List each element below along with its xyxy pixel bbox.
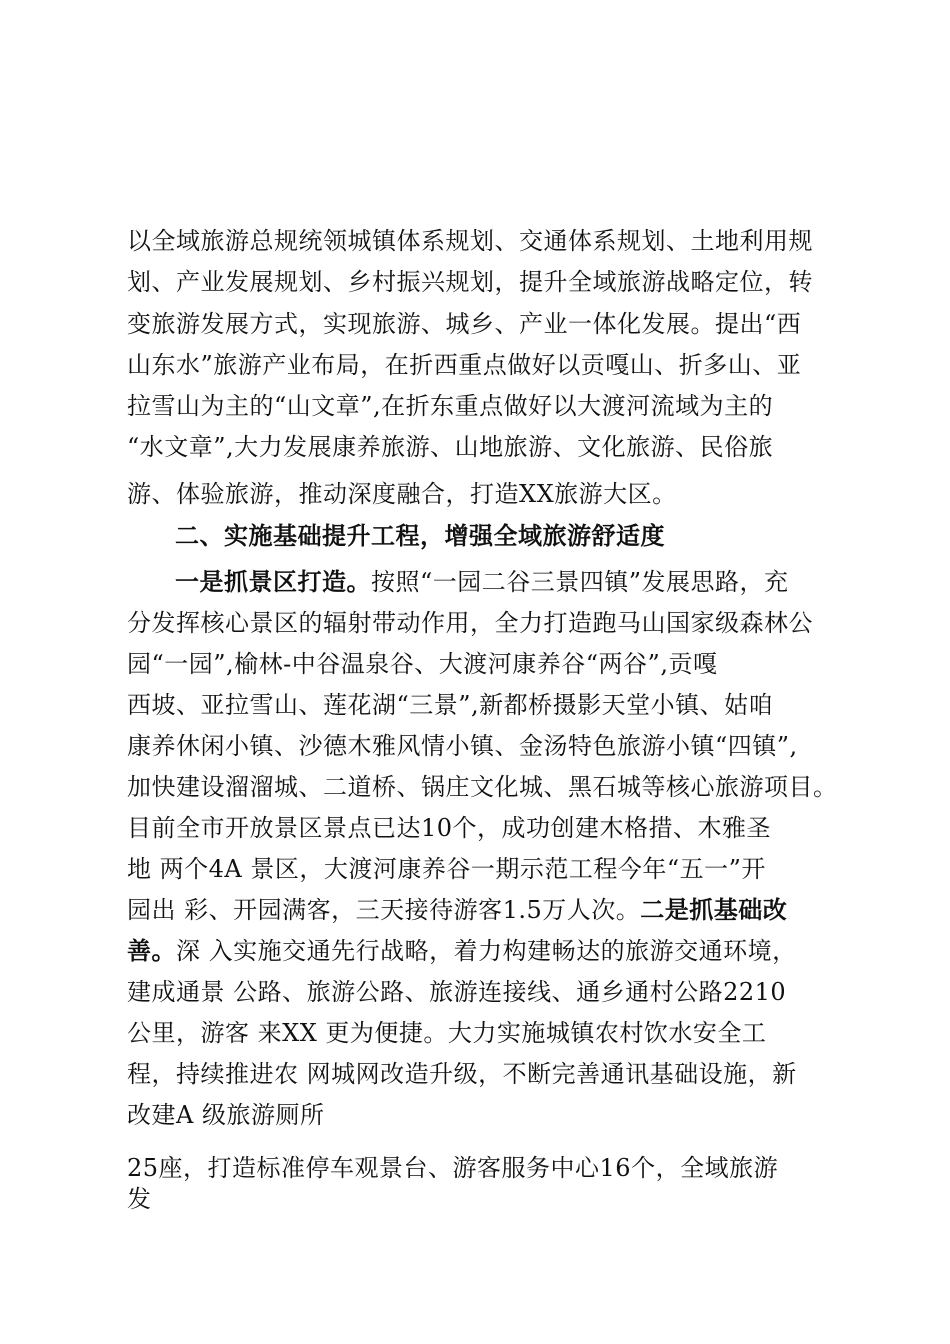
paragraph-line <box>127 432 773 462</box>
paragraph-line <box>127 309 801 339</box>
line-text: 康养休闲小镇、沙德木雅风情小镇、金汤特色旅游小镇“四镇”, <box>127 732 798 760</box>
line-text: 西坡、亚拉雪山、莲花湖“三景”,新都桥摄影天堂小镇、姑咱 <box>127 691 774 719</box>
paragraph-line <box>127 1100 324 1130</box>
paragraph-line <box>127 977 786 1007</box>
line-text: 建成通景 公路、旅游公路、旅游连接线、通乡通村公路2210 <box>127 978 787 1006</box>
paragraph-line <box>127 649 717 679</box>
line-text: 园出 彩、开园满客，三天接待游客1.5万人次。 <box>127 896 641 924</box>
line-text: 深 入实施交通先行战略，着力构建畅达的旅游交通环境， <box>176 937 797 965</box>
paragraph-line <box>127 813 771 843</box>
paragraph-line <box>127 391 773 421</box>
paragraph-line <box>127 479 677 509</box>
paragraph-line <box>127 267 813 297</box>
paragraph-line <box>127 1153 778 1183</box>
line-text: 程，持续推进农 网城网改造升级，不断完善通讯基础设施，新 <box>127 1060 797 1088</box>
line-text: 划、产业发展规划、乡村振兴规划，提升全域旅游战略定位，转 <box>127 268 813 296</box>
line-text: 公里，游客 来XX 更为便捷。大力实施城镇农村饮水安全工 <box>127 1019 767 1047</box>
line-text: 游、体验旅游，推动深度融合，打造XX旅游大区。 <box>127 480 677 508</box>
line-text: 目前全市开放景区景点已达10个，成功创建木格措、木雅圣 <box>127 814 772 842</box>
section-heading <box>175 521 665 551</box>
line-text: 园“一园”,榆林-中谷温泉谷、大渡河康养谷“两谷”,贡嘎 <box>127 650 718 678</box>
paragraph-line <box>127 1018 766 1048</box>
line-text: 拉雪山为主的“山文章”,在折东重点做好以大渡河流域为主的 <box>127 392 774 420</box>
paragraph-line <box>127 772 838 802</box>
line-text: 山东水”旅游产业布局，在折西重点做好以贡嘎山、折多山、亚 <box>127 351 802 379</box>
paragraph-line <box>175 567 789 597</box>
line-text: 以全域旅游总规统领城镇体系规划、交通体系规划、土地利用规 <box>127 227 813 255</box>
paragraph-line <box>127 608 813 638</box>
line-text: 按照“一园二谷三景四镇”发展思路，充 <box>371 568 789 596</box>
paragraph-line <box>127 936 797 966</box>
paragraph-line <box>127 1184 152 1214</box>
paragraph-line <box>127 895 787 925</box>
paragraph-line <box>127 854 766 884</box>
inline-bold-text: 善。 <box>127 936 176 965</box>
heading-text: 二、实施基础提升工程，增强全域旅游舒适度 <box>175 521 665 550</box>
line-text: 变旅游发展方式，实现旅游、城乡、产业一体化发展。提出“西 <box>127 310 802 338</box>
inline-bold-text: 二是抓基础改 <box>640 895 788 924</box>
line-text: 分发挥核心景区的辐射带动作用，全力打造跑马山国家级森林公 <box>127 609 813 637</box>
paragraph-line <box>127 1059 797 1089</box>
line-text: 改建A 级旅游厕所 <box>127 1101 325 1129</box>
inline-bold-text: 一是抓景区打造。 <box>175 567 371 596</box>
line-text: 发 <box>127 1185 152 1213</box>
line-text: 25座，打造标准停车观景台、游客服务中心16个，全域旅游 <box>127 1154 779 1182</box>
line-text: 地 两个4A 景区，大渡河康养谷一期示范工程今年“五一”开 <box>127 855 766 883</box>
line-text: “水文章”,大力发展康养旅游、山地旅游、文化旅游、民俗旅 <box>127 433 774 461</box>
line-text: 加快建设溜溜城、二道桥、锅庄文化城、黑石城等核心旅游项目。 <box>127 773 838 801</box>
paragraph-line <box>127 226 813 256</box>
paragraph-line <box>127 731 798 761</box>
paragraph-line <box>127 350 801 380</box>
paragraph-line <box>127 690 773 720</box>
